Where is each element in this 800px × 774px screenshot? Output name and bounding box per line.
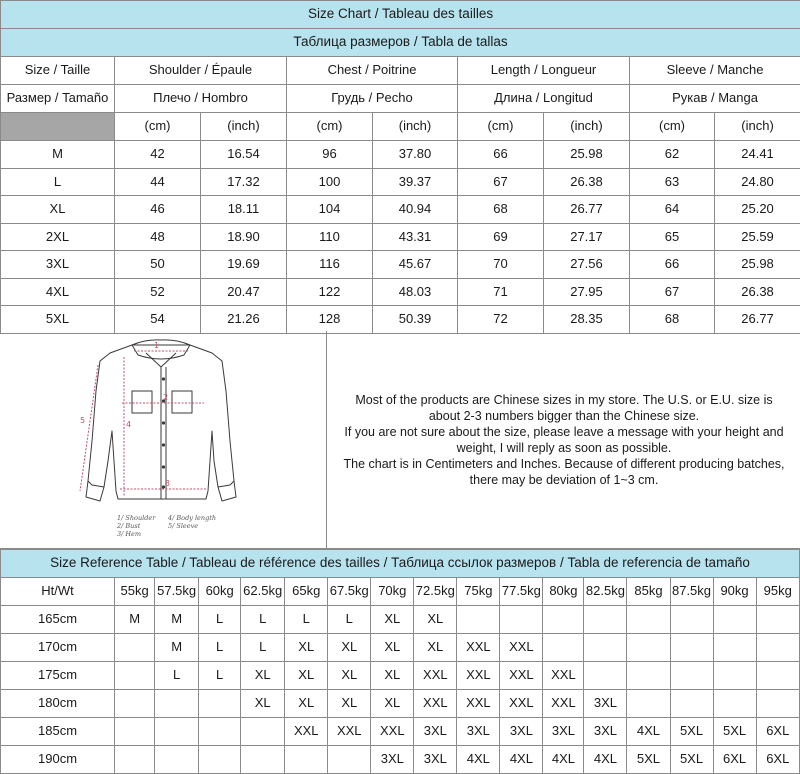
height-cell: 185cm — [1, 718, 115, 746]
recommended-size-cell: XL — [371, 662, 414, 690]
recommended-size-cell: L — [241, 606, 285, 634]
weight-header-cell: 75kg — [457, 578, 500, 606]
weight-header-cell: 55kg — [115, 578, 155, 606]
measurement-cell: 52 — [115, 278, 201, 306]
measurement-cell: 110 — [287, 223, 373, 251]
measurement-cell: 24.41 — [715, 141, 800, 169]
recommended-size-cell: XL — [414, 606, 457, 634]
recommended-size-cell: XL — [285, 634, 328, 662]
recommended-size-cell — [756, 634, 799, 662]
measurement-cell: 17.32 — [201, 168, 287, 196]
recommended-size-cell: XXL — [457, 634, 500, 662]
recommended-size-cell — [584, 634, 627, 662]
unit-cm: (cm) — [287, 113, 373, 141]
recommended-size-cell: 3XL — [543, 718, 584, 746]
recommended-size-cell: XL — [328, 634, 371, 662]
recommended-size-cell: 4XL — [543, 746, 584, 774]
height-row — [1, 746, 800, 774]
col-shoulder-name-2: Плечо / Hombro — [115, 85, 287, 113]
size-name-cell: 5XL — [1, 306, 115, 334]
height-cell: 165cm — [1, 606, 115, 634]
recommended-size-cell — [543, 606, 584, 634]
recommended-size-cell — [115, 690, 155, 718]
measurement-cell: 122 — [287, 278, 373, 306]
recommended-size-cell: 6XL — [756, 746, 799, 774]
unit-inch: (inch) — [715, 113, 800, 141]
size-row — [1, 251, 800, 279]
size-chart-title-1: Size Chart / Tableau des tailles — [1, 1, 800, 29]
measurement-cell: 18.90 — [201, 223, 287, 251]
measurement-cell: 71 — [458, 278, 544, 306]
measurement-cell: 50.39 — [373, 306, 458, 334]
height-row — [1, 718, 800, 746]
size-row — [1, 223, 800, 251]
label-1: 1 — [154, 341, 159, 350]
weight-header-cell: 72.5kg — [414, 578, 457, 606]
weight-header-cell: 57.5kg — [155, 578, 199, 606]
measurement-cell: 44 — [115, 168, 201, 196]
measurement-cell: 128 — [287, 306, 373, 334]
size-name-cell: XL — [1, 196, 115, 224]
recommended-size-cell: XL — [285, 662, 328, 690]
measurement-cell: 48.03 — [373, 278, 458, 306]
measurement-cell: 67 — [630, 278, 715, 306]
recommended-size-cell — [713, 662, 756, 690]
recommended-size-cell: 3XL — [584, 690, 627, 718]
recommended-size-cell — [241, 718, 285, 746]
reference-table-title: Size Reference Table / Tableau de référence des tailles / Таблица ссылок размеров / Tabla de referencia de tamaño — [1, 550, 800, 578]
height-cell: 170cm — [1, 634, 115, 662]
size-row — [1, 168, 800, 196]
measurement-cell: 45.67 — [373, 251, 458, 279]
measurement-cell: 20.47 — [201, 278, 287, 306]
legend-shoulder: 1/ Shoulder — [117, 514, 156, 522]
recommended-size-cell: XXL — [414, 662, 457, 690]
measurement-cell: 26.77 — [715, 306, 800, 334]
recommended-size-cell: XL — [328, 662, 371, 690]
recommended-size-cell: XL — [414, 634, 457, 662]
note-line: The chart is in Centimeters and Inches. Because of different producing batches, — [344, 456, 785, 472]
height-cell: 190cm — [1, 746, 115, 774]
unit-inch: (inch) — [373, 113, 458, 141]
col-length-name-2: Длина / Longitud — [458, 85, 630, 113]
legend-body-length: 4/ Body length — [167, 514, 216, 522]
recommended-size-cell — [670, 662, 713, 690]
unit-cm: (cm) — [458, 113, 544, 141]
recommended-size-cell: XXL — [328, 718, 371, 746]
unit-inch: (inch) — [201, 113, 287, 141]
recommended-size-cell: XL — [371, 634, 414, 662]
recommended-size-cell: 3XL — [414, 746, 457, 774]
recommended-size-cell — [584, 662, 627, 690]
weight-header-cell: 70kg — [371, 578, 414, 606]
recommended-size-cell: 3XL — [371, 746, 414, 774]
recommended-size-cell — [115, 718, 155, 746]
measurement-cell: 19.69 — [201, 251, 287, 279]
measurement-cell: 28.35 — [544, 306, 630, 334]
size-name-cell: 3XL — [1, 251, 115, 279]
label-5: 5 — [80, 416, 85, 425]
measurement-cell: 26.38 — [544, 168, 630, 196]
recommended-size-cell: 6XL — [756, 718, 799, 746]
recommended-size-cell — [241, 746, 285, 774]
recommended-size-cell: XXL — [457, 690, 500, 718]
recommended-size-cell: XL — [285, 690, 328, 718]
col-sleeve-name-2: Рукав / Manga — [630, 85, 800, 113]
recommended-size-cell: L — [199, 606, 241, 634]
weight-header-row — [1, 578, 800, 606]
reference-rows — [1, 578, 800, 774]
measurement-cell: 27.56 — [544, 251, 630, 279]
size-label-2: Размер / Tamaño — [1, 85, 115, 113]
measurement-cell: 96 — [287, 141, 373, 169]
measurement-cell: 72 — [458, 306, 544, 334]
size-label-1: Size / Taille — [1, 57, 115, 85]
measurement-cell: 39.37 — [373, 168, 458, 196]
measurement-cell: 62 — [630, 141, 715, 169]
recommended-size-cell: XXL — [500, 634, 543, 662]
measurement-cell: 43.31 — [373, 223, 458, 251]
recommended-size-cell: XXL — [543, 690, 584, 718]
measurement-cell: 116 — [287, 251, 373, 279]
recommended-size-cell: XXL — [457, 662, 500, 690]
measurement-cell: 54 — [115, 306, 201, 334]
size-name-cell: L — [1, 168, 115, 196]
measurement-cell: 25.98 — [544, 141, 630, 169]
recommended-size-cell: XL — [241, 662, 285, 690]
recommended-size-cell: L — [199, 662, 241, 690]
weight-header-cell: 60kg — [199, 578, 241, 606]
height-cell: 175cm — [1, 662, 115, 690]
weight-header-cell: 85kg — [627, 578, 670, 606]
info-section — [0, 331, 800, 549]
size-note — [328, 331, 800, 548]
legend-bust: 2/ Bust — [116, 522, 141, 530]
col-length-name: Length / Longueur — [458, 57, 630, 85]
height-row — [1, 634, 800, 662]
note-line: Most of the products are Chinese sizes in my store. The U.S. or E.U. size is — [355, 392, 772, 408]
weight-header-cell: 62.5kg — [241, 578, 285, 606]
col-chest-name: Chest / Poitrine — [287, 57, 458, 85]
recommended-size-cell — [670, 606, 713, 634]
measurement-cell: 24.80 — [715, 168, 800, 196]
ht-wt-corner: Ht/Wt — [1, 578, 115, 606]
recommended-size-cell: M — [155, 606, 199, 634]
recommended-size-cell — [199, 718, 241, 746]
weight-header-cell: 87.5kg — [670, 578, 713, 606]
measurement-cell: 16.54 — [201, 141, 287, 169]
measurement-cell: 50 — [115, 251, 201, 279]
measurement-cell: 25.98 — [715, 251, 800, 279]
measurement-cell: 42 — [115, 141, 201, 169]
recommended-size-cell — [627, 690, 670, 718]
measurement-cell: 21.26 — [201, 306, 287, 334]
measurement-cell: 25.59 — [715, 223, 800, 251]
recommended-size-cell: L — [285, 606, 328, 634]
height-cell: 180cm — [1, 690, 115, 718]
measurement-cell: 64 — [630, 196, 715, 224]
unit-inch: (inch) — [544, 113, 630, 141]
measurement-cell: 18.11 — [201, 196, 287, 224]
recommended-size-cell: XL — [371, 690, 414, 718]
shirt-measurement-icon — [0, 331, 326, 548]
measurement-cell: 70 — [458, 251, 544, 279]
gray-corner-cell — [1, 113, 115, 141]
recommended-size-cell — [670, 690, 713, 718]
col-chest-name-2: Грудь / Pecho — [287, 85, 458, 113]
size-row — [1, 141, 800, 169]
recommended-size-cell — [115, 634, 155, 662]
recommended-size-cell: XXL — [371, 718, 414, 746]
recommended-size-cell: M — [155, 634, 199, 662]
measurement-cell: 46 — [115, 196, 201, 224]
measurement-cell: 37.80 — [373, 141, 458, 169]
recommended-size-cell: 5XL — [713, 718, 756, 746]
recommended-size-cell — [670, 634, 713, 662]
weight-header-cell: 90kg — [713, 578, 756, 606]
note-line: weight, I will reply as soon as possible. — [457, 440, 672, 456]
size-rows — [1, 141, 800, 334]
size-name-cell: M — [1, 141, 115, 169]
recommended-size-cell — [756, 606, 799, 634]
weight-header-cell: 65kg — [285, 578, 328, 606]
recommended-size-cell — [328, 746, 371, 774]
recommended-size-cell: 3XL — [584, 718, 627, 746]
recommended-size-cell — [756, 662, 799, 690]
measurement-cell: 66 — [458, 141, 544, 169]
weight-header-cell: 82.5kg — [584, 578, 627, 606]
height-row — [1, 606, 800, 634]
weight-header-cell: 95kg — [756, 578, 799, 606]
size-chart-table — [0, 0, 800, 334]
unit-cm: (cm) — [115, 113, 201, 141]
recommended-size-cell — [199, 690, 241, 718]
recommended-size-cell — [713, 634, 756, 662]
measurement-cell: 26.77 — [544, 196, 630, 224]
height-row — [1, 662, 800, 690]
height-row — [1, 690, 800, 718]
size-name-cell: 4XL — [1, 278, 115, 306]
unit-cm: (cm) — [630, 113, 715, 141]
measurement-cell: 27.17 — [544, 223, 630, 251]
recommended-size-cell: 6XL — [713, 746, 756, 774]
measurement-cell: 40.94 — [373, 196, 458, 224]
recommended-size-cell: 4XL — [627, 718, 670, 746]
shirt-diagram — [0, 331, 327, 548]
note-line: there may be deviation of 1~3 cm. — [470, 472, 659, 488]
measurement-cell: 65 — [630, 223, 715, 251]
recommended-size-cell: XL — [241, 690, 285, 718]
recommended-size-cell — [627, 606, 670, 634]
recommended-size-cell — [285, 746, 328, 774]
recommended-size-cell: XL — [371, 606, 414, 634]
recommended-size-cell: L — [199, 634, 241, 662]
recommended-size-cell — [543, 634, 584, 662]
recommended-size-cell: XXL — [543, 662, 584, 690]
weight-header-cell: 80kg — [543, 578, 584, 606]
recommended-size-cell: 3XL — [500, 718, 543, 746]
recommended-size-cell: 5XL — [670, 746, 713, 774]
measurement-cell: 66 — [630, 251, 715, 279]
label-4: 4 — [126, 420, 131, 429]
measurement-cell: 27.95 — [544, 278, 630, 306]
recommended-size-cell — [457, 606, 500, 634]
recommended-size-cell — [500, 606, 543, 634]
recommended-size-cell — [115, 746, 155, 774]
weight-header-cell: 77.5kg — [500, 578, 543, 606]
recommended-size-cell: XXL — [285, 718, 328, 746]
size-row — [1, 306, 800, 334]
recommended-size-cell: 4XL — [584, 746, 627, 774]
recommended-size-cell — [155, 746, 199, 774]
recommended-size-cell: L — [155, 662, 199, 690]
recommended-size-cell: XXL — [414, 690, 457, 718]
recommended-size-cell: 3XL — [414, 718, 457, 746]
measurement-cell: 25.20 — [715, 196, 800, 224]
measurement-cell: 67 — [458, 168, 544, 196]
recommended-size-cell — [155, 690, 199, 718]
measurement-cell: 68 — [630, 306, 715, 334]
measurement-cell: 68 — [458, 196, 544, 224]
recommended-size-cell: L — [241, 634, 285, 662]
recommended-size-cell — [627, 634, 670, 662]
measurement-cell: 63 — [630, 168, 715, 196]
size-row — [1, 278, 800, 306]
col-shoulder-name: Shoulder / Épaule — [115, 57, 287, 85]
recommended-size-cell: 5XL — [670, 718, 713, 746]
label-2: 2 — [163, 393, 168, 402]
recommended-size-cell — [199, 746, 241, 774]
measurement-cell: 26.38 — [715, 278, 800, 306]
recommended-size-cell — [627, 662, 670, 690]
recommended-size-cell — [584, 606, 627, 634]
recommended-size-cell — [155, 718, 199, 746]
recommended-size-cell: XXL — [500, 662, 543, 690]
recommended-size-cell: 3XL — [457, 718, 500, 746]
label-3: 3 — [165, 479, 170, 488]
recommended-size-cell: M — [115, 606, 155, 634]
note-line: If you are not sure about the size, please leave a message with your height and — [344, 424, 783, 440]
col-sleeve-name: Sleeve / Manche — [630, 57, 800, 85]
note-line: about 2-3 numbers bigger than the Chinese size. — [429, 408, 699, 424]
recommended-size-cell: XXL — [500, 690, 543, 718]
measurement-cell: 48 — [115, 223, 201, 251]
measurement-cell: 100 — [287, 168, 373, 196]
legend-hem: 3/ Hem — [117, 530, 141, 538]
recommended-size-cell — [115, 662, 155, 690]
legend-sleeve: 5/ Sleeve — [168, 522, 198, 530]
weight-header-cell: 67.5kg — [328, 578, 371, 606]
recommended-size-cell: XL — [328, 690, 371, 718]
size-name-cell: 2XL — [1, 223, 115, 251]
recommended-size-cell: L — [328, 606, 371, 634]
measurement-cell: 69 — [458, 223, 544, 251]
measurement-cell: 104 — [287, 196, 373, 224]
recommended-size-cell: 4XL — [500, 746, 543, 774]
recommended-size-cell — [756, 690, 799, 718]
recommended-size-cell: 4XL — [457, 746, 500, 774]
size-row — [1, 196, 800, 224]
recommended-size-cell: 5XL — [627, 746, 670, 774]
size-reference-table — [0, 549, 800, 774]
recommended-size-cell — [713, 606, 756, 634]
size-chart-title-2: Таблица размеров / Tabla de tallas — [1, 29, 800, 57]
recommended-size-cell — [713, 690, 756, 718]
